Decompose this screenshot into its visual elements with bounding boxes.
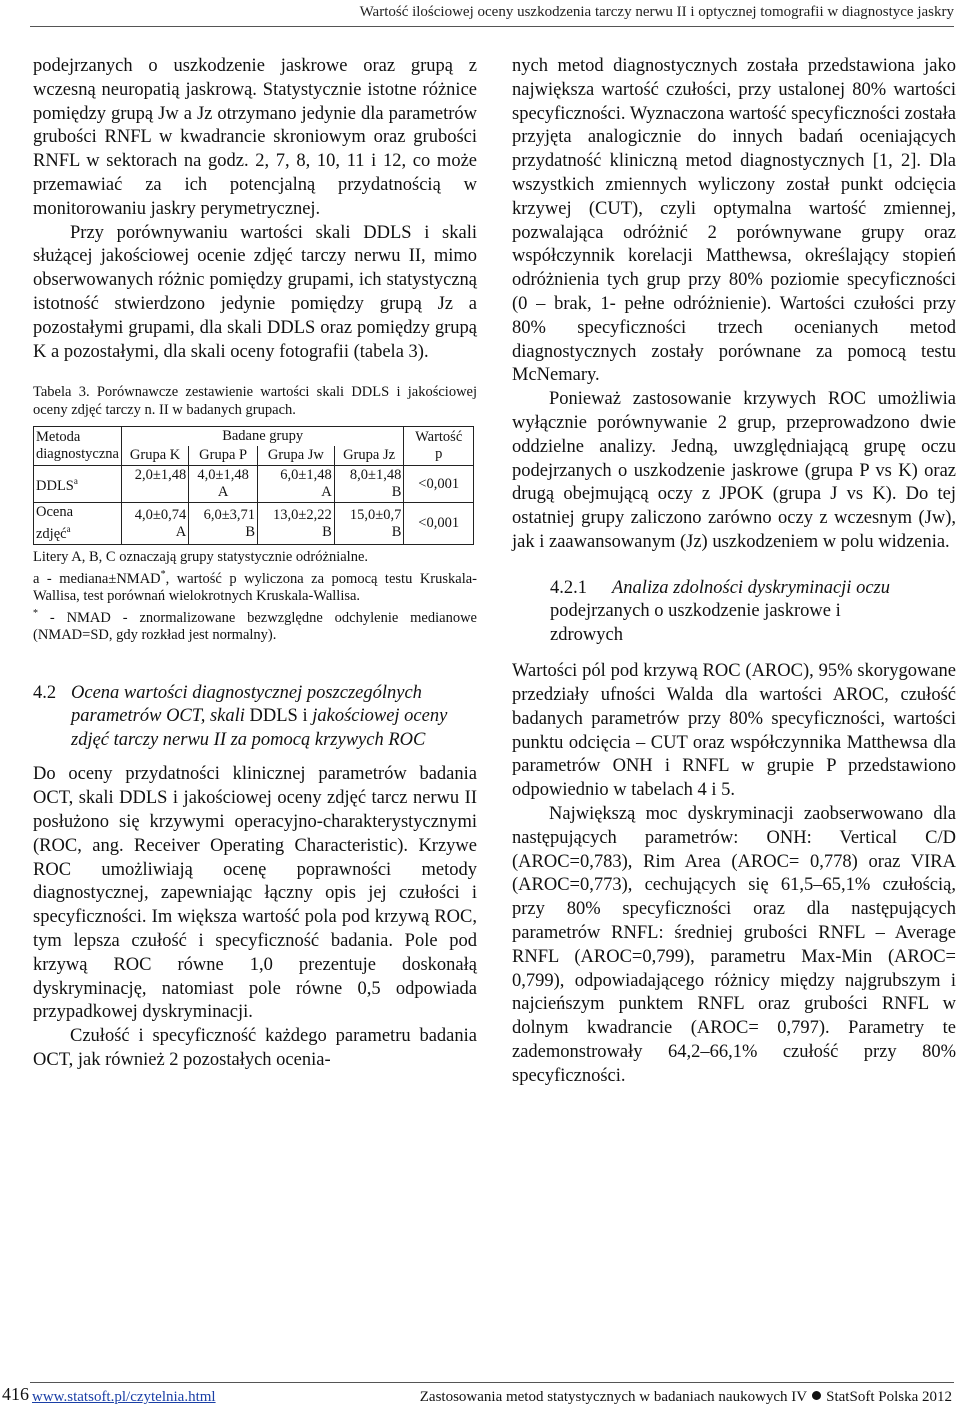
ddls-jw-value: 6,0±1,48 [280, 467, 332, 484]
note-median-pre: a - mediana±NMAD [33, 571, 161, 588]
section-4-2-number: 4.2 [33, 682, 57, 703]
table-row-ddls [34, 466, 474, 503]
header-pvalue [404, 427, 474, 466]
footer-publication [420, 1389, 952, 1406]
left-paragraph-1: podejrzanych o uszkodzenie jaskrowe oraz grupą z wczesną neuropatią jaskrową. Statystycznie istotne różnice pomiędzy grupą Jw a Jz otrzymano jedynie dla parametrów grubości RNFL w kwadrancie skroniowym oraz grubości RNFL w sektorach na godz. 2, 7, 8, 10, 11 i 12, co może przemawiać za ich potencjalną przydatnością w monitorowaniu jaskry perymetrycznej. [33, 56, 477, 219]
row-ddls-method [34, 466, 122, 503]
header-groups: Badane grupy [121, 427, 403, 447]
header-divider [30, 26, 954, 27]
table-caption: Tabela 3. Porównawcze zestawienie wartości skali DDLS i jakościowej oceny zdjęć tarczy n. II w badanych grupach. [33, 384, 477, 418]
group-p: Grupa P [189, 446, 258, 466]
left-paragraph-2: Przy porównywaniu wartości skali DDLS i skali służącej jakościowej ocenie zdjęć tarczy nerwu II, mimo obserwowanych różnic pomiędzy grupami, ich statystyczną istotność stwierdzono jedynie pomiędzy grupą Jz a pozostałymi grupami, dla skali DDLS oraz pomiędzy grupą K a pozostałymi, dla skali oceny fotografii (tabela 3). [33, 222, 477, 362]
photo-pvalue: <0,001 [404, 503, 474, 545]
ddls-sup: a [73, 476, 78, 487]
header-pvalue-label: Wartość [415, 429, 463, 446]
ddls-jw-letter: A [321, 484, 332, 501]
photo-jz [334, 503, 404, 545]
note-median-post: , wartość p wyliczona za pomocą testu Kruskala-Wallisa, test porównań wielokrotnych Kruskala-Wallisa. [33, 571, 477, 605]
right-paragraph-2: Ponieważ zastosowanie krzywych ROC umożliwia wyłącznie porównywanie 2 grup, przeprowadzono dwie oddzielne analizy. Jedną, uwzględniającą grupę oczu podejrzanych o uszkodzenie jaskrowe (grupa P vs K) oraz drugą obejmującą oczy z JPOK (grupa J vs K). Do tej ostatniej grupy zaliczono zarówno oczy z wczesnym (Jw), jak i zaawansowanym (Jz) uszkodzeniem w polu widzenia. [512, 389, 956, 552]
photo-k [121, 503, 188, 545]
right-column [512, 55, 956, 1089]
note-nmad-sup: * [33, 608, 38, 620]
section-4-2-1-title-part1: Analiza zdolności dyskryminacji oczu [612, 577, 890, 598]
note-nmad-text: - NMAD - znormalizowane bezwzględne odchylenie medianowe (NMAD=SD, gdy rozkład jest normalny). [33, 609, 477, 643]
ddls-jw [258, 466, 335, 503]
photo-jw [258, 503, 335, 545]
header-pvalue-symbol: p [435, 446, 443, 463]
ddls-k-value: 2,0±1,48 [134, 467, 187, 484]
section-4-2-title-part3: jakościowej oceny zdjęć tarczy nerwu II za pomocą krzywych ROC [71, 706, 448, 750]
table-row-photo [34, 503, 474, 545]
right-paragraph-3: Wartości pól pod krzywą ROC (AROC), 95% skorygowane przedziały ufności Walda dla wartości AROC, czułość badanych parametrów przy 80% specyficzności, wartości punktu odcięcia – CUT oraz współczynnika Matthewsa dla parametrów ONH i RNFL w grupie P przedstawiono odpowiednio w tabelach 4 i 5. [512, 661, 956, 801]
photo-p [189, 503, 258, 545]
ddls-p [189, 466, 258, 503]
photo-k-letter: A [175, 523, 187, 540]
table-header-row [34, 427, 474, 447]
ddls-jz [334, 466, 404, 503]
table-3 [33, 426, 474, 545]
left-paragraph-3: Do oceny przydatności klinicznej parametrów badania OCT, skali DDLS i jakościowej oceny zdjęć tarcz nerwu II posłużono się krzywymi operacyjno-charakterystycznymi (ROC, ang. Receiver Operating Characteristic). Krzywe ROC umożliwiają ocenę poprawności metody diagnostycznej, zapewniając łączny opis jej czułości i specyficzności. Im większa wartość pola pod krzywą ROC, tym lepsza czułość i specyficzność badania. Pole pod krzywą ROC równe 1,0 prezentuje doskonałą dyskryminację, natomiast pole równe 0,5 odpowiada przypadkowej dyskryminacji. [33, 764, 477, 1023]
ddls-p-letter: A [217, 484, 229, 501]
page-number: 416 [2, 1384, 29, 1404]
right-paragraph-1: nych metod diagnostycznych została przedstawiona jako największa wartość czułości, przy ustalonej 80% wartości specyficzności. Wyznaczona wartość specyficzności została przyjęta analogicznie do innych badań oceniających przydatność kliniczną metod diagnostycznych [1, 2]. Dla wszystkich zmiennych wyliczony został punkt odcięcia krzywej (CUT), czyli optymalna wartość zmiennej, pozwalająca odróżnić 2 porównywane grupy oraz współczynnik korelacji Matthewsa, określający stopień odróżnienia tych grup przy 80% poziomie specyficzności (0 – brak, 1- pełne odróżnienie). Wartości czułości przy 80% specyficzności trzech ocenianych metod diagnostycznych zostały porównane za pomocą testu McNemary. [512, 56, 956, 386]
ddls-jz-value: 8,0±1,48 [349, 467, 402, 484]
section-4-2-title-part1: Ocena wartości diagnostycznej poszczególnych parametrów OCT, skali [71, 682, 422, 727]
photo-k-value: 4,0±0,74 [134, 506, 187, 523]
footer-link[interactable]: www.statsoft.pl/czytelnia.html [32, 1389, 216, 1405]
footer-publisher: StatSoft Polska 2012 [826, 1389, 952, 1405]
footer-publication-title: Zastosowania metod statystycznych w badaniach naukowych IV [419, 1389, 808, 1405]
photo-sup: a [66, 524, 71, 535]
photo-jz-letter: B [391, 523, 402, 540]
bullet-icon [812, 1391, 821, 1400]
ddls-p-value: 4,0±1,48 [197, 467, 249, 484]
photo-jw-value: 13,0±2,22 [273, 506, 332, 523]
photo-p-value: 6,0±3,71 [203, 506, 256, 523]
running-header: Wartość ilościowej oceny uszkodzenia tarczy nerwu II i optycznej tomografii w diagnostyce jaskry [359, 4, 954, 20]
group-jw: Grupa Jw [258, 446, 335, 466]
table-note-median [33, 566, 477, 605]
section-4-2-1-number: 4.2.1 [550, 577, 587, 598]
photo-label-2: zdjęć [36, 526, 67, 543]
ddls-jz-letter: B [391, 484, 402, 501]
ddls-k-letter [124, 484, 186, 501]
section-4-2-title-part2: DDLS i [249, 706, 308, 727]
group-jz: Grupa Jz [334, 446, 404, 466]
table-note-letters: Litery A, B, C oznaczają grupy statystycznie odróżnialne. [33, 549, 369, 566]
ddls-label: DDLS [36, 478, 74, 495]
left-paragraph-4: Czułość i specyficzność każdego parametru badania OCT, jak również 2 pozostałych ocenia- [33, 1026, 477, 1070]
row-photo-method [34, 503, 122, 545]
note-median-sup: * [160, 569, 166, 581]
section-4-2-heading [33, 682, 477, 753]
section-4-2-1-title-part2: podejrzanych o uszkodzenie jaskrowe i zdrowych [550, 601, 841, 645]
photo-jw-letter: B [322, 523, 332, 540]
photo-p-letter: B [245, 523, 256, 540]
table-note-nmad [33, 605, 477, 644]
right-paragraph-4: Największą moc dyskryminacji zaobserwowano dla następujących parametrów: ONH: Vertical C/D (AROC=0,783), Rim Area (AROC= 0,778) oraz VIRA (AROC=0,773), cechujących się 61,5–65,1% czułością, przy 80% specyficzności oraz dla następujących parametrów RNFL: średniej grubości RNFL – Average RNFL (AROC=0,799), parametru Max-Min (AROC= 0,799), odpowiadającego różnicy między najgrubszym i najcieńszym punktem RNFL oraz grubości RNFL w dolnym kwadrancie (AROC= 0,797). Parametry te zademonstrowały 64,2–66,1% czułość przy 80% specyficzności. [512, 804, 956, 1086]
photo-label-1: Ocena [36, 504, 74, 521]
photo-jz-value: 15,0±0,7 [349, 506, 402, 523]
section-4-2-title [33, 682, 477, 753]
header-method: Metoda diagnostyczna [34, 427, 122, 466]
ddls-k [121, 466, 188, 503]
left-column [33, 55, 477, 1073]
ddls-pvalue: <0,001 [404, 466, 474, 503]
section-4-2-1-title [550, 577, 956, 601]
group-k: Grupa K [121, 446, 188, 466]
footer-divider [30, 1382, 954, 1383]
section-4-2-1-heading [550, 577, 956, 648]
